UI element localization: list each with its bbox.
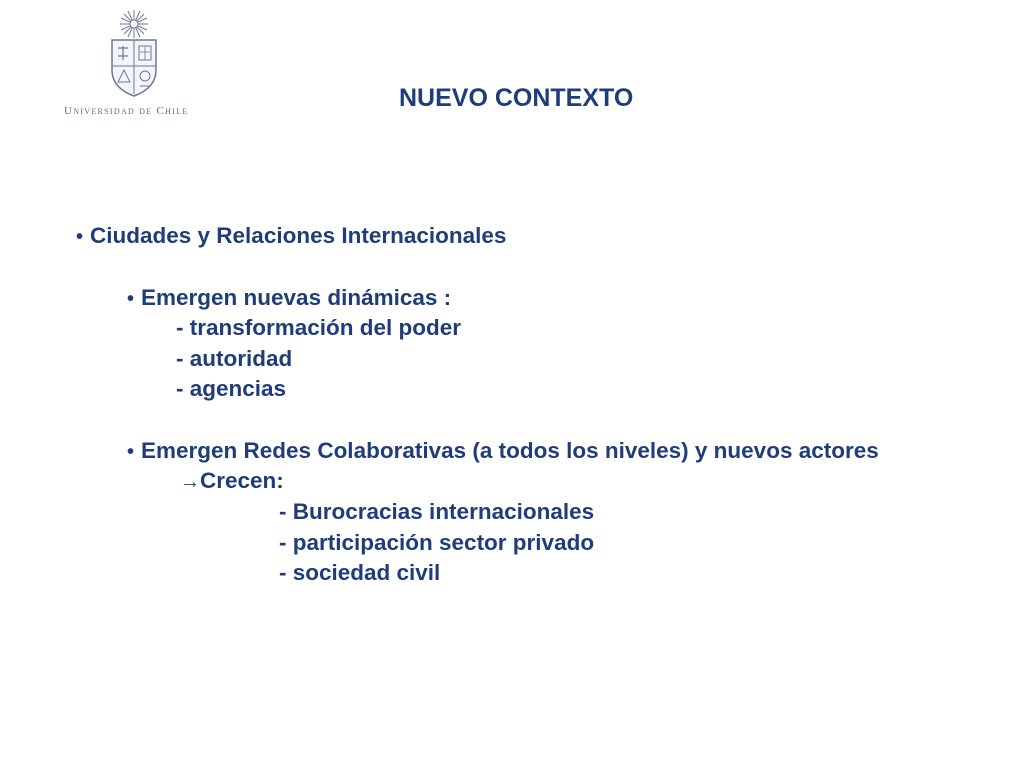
section2-subheading-text: Crecen: [200, 468, 284, 493]
arrow-right-icon: → [180, 471, 200, 493]
section1-heading-text: Emergen nuevas dinámicas : [141, 285, 452, 310]
section2-subheading [180, 466, 284, 497]
logo-text: Universidad de Chile [64, 105, 189, 117]
bullet-icon: • [127, 441, 135, 463]
section2-heading [127, 436, 879, 467]
slide-title: NUEVO CONTEXTO [399, 84, 634, 112]
bullet-icon: • [127, 288, 135, 310]
bullet-icon: • [76, 226, 84, 248]
university-crest-icon [104, 8, 164, 100]
list-item: - autoridad [176, 346, 293, 371]
section1-heading [127, 283, 451, 314]
main-bullet [76, 221, 506, 252]
section2-heading-text: Emergen Redes Colaborativas (a todos los niveles) y nuevos actores [141, 438, 879, 463]
list-item: - agencias [176, 376, 287, 401]
list-item: - Burocracias internacionales [279, 499, 595, 524]
list-item: - participación sector privado [279, 530, 595, 555]
main-bullet-text: Ciudades y Relaciones Internacionales [90, 223, 507, 248]
university-logo [64, 8, 200, 118]
list-item: - sociedad civil [279, 560, 441, 585]
list-item: - transformación del poder [176, 315, 462, 340]
